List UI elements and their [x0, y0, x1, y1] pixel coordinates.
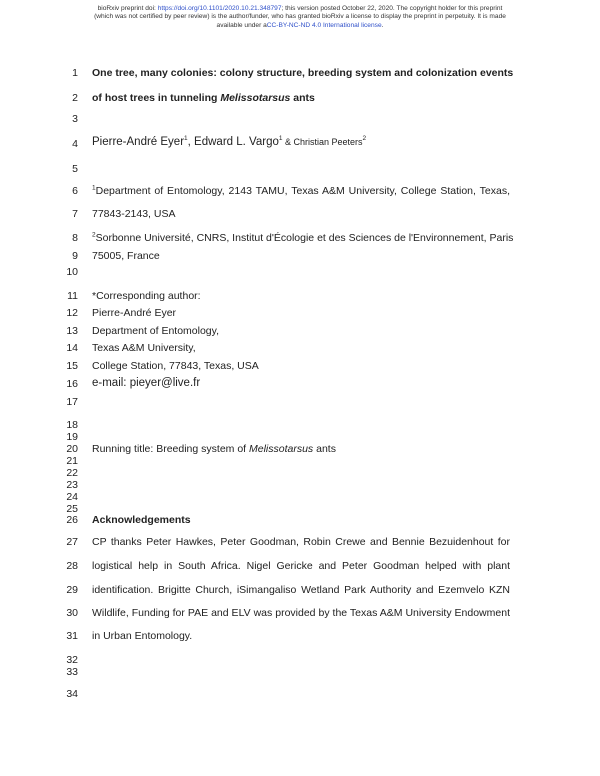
- line-number: 31: [66, 630, 78, 642]
- line-number: 12: [66, 307, 78, 319]
- line-number: 18: [66, 419, 78, 431]
- line-number: 1: [72, 67, 78, 79]
- running-title-genus: Melissotarsus: [249, 443, 314, 455]
- line-number: 5: [72, 163, 78, 175]
- line-number: 22: [66, 467, 78, 479]
- preprint-header: [60, 5, 540, 30]
- line-number: 27: [66, 536, 78, 548]
- corresponding-email: e-mail: pieyer@live.fr: [92, 377, 201, 389]
- author-3: & Christian Peeters: [282, 137, 363, 147]
- corresponding-city: College Station, 77843, Texas, USA: [92, 360, 259, 372]
- line-number: 21: [66, 455, 78, 467]
- line-number: 23: [66, 479, 78, 491]
- line-number: 33: [66, 666, 78, 678]
- author-1: Pierre-André Eyer: [92, 136, 185, 148]
- line-number: 20: [66, 443, 78, 455]
- line-number: 24: [66, 491, 78, 503]
- line-number: 19: [66, 431, 78, 443]
- line-number: 30: [66, 607, 78, 619]
- acknowledgements-line: in Urban Entomology.: [92, 630, 193, 642]
- line-number: 3: [72, 113, 78, 125]
- line-number: 34: [66, 688, 78, 700]
- affiliation-1-line-1: $^1$Department of Entomology, 2143 TAMU, Texas A&M University, College Station, Texas,: [92, 184, 510, 197]
- header-line-2: (which was not certified by peer review) is the author/funder, who has granted bioRxiv a license to display the preprint in perpetuity. It is made: [94, 13, 506, 21]
- line-number: 9: [72, 250, 78, 262]
- header-line-1: bioRxiv preprint doi: https://doi.org/10.1101/2020.10.21.348797; this version posted October 22, 2020. The copyright holder for this preprint: [97, 5, 503, 12]
- line-number: 7: [72, 208, 78, 220]
- line-number: 32: [66, 654, 78, 666]
- author-list: Pierre-André Eyer$^1$, Edward L. Vargo$^1$ & Christian Peeters$^2$: [92, 135, 367, 148]
- line-number: 8: [72, 232, 78, 244]
- license-link[interactable]: CC-BY-NC-ND 4.0 International license: [266, 21, 382, 29]
- corresponding-name: Pierre-André Eyer: [92, 307, 177, 319]
- line-number: 16: [66, 378, 78, 390]
- line-number: 29: [66, 584, 78, 596]
- line-number: 4: [72, 138, 78, 150]
- line-number: 13: [66, 325, 78, 337]
- line-number: 10: [66, 266, 78, 278]
- line-number: 11: [67, 290, 78, 302]
- acknowledgements-line: CP thanks Peter Hawkes, Peter Goodman, Robin Crewe and Bennie Bezuidenhout for: [92, 536, 510, 548]
- title-genus: Melissotarsus: [220, 92, 291, 104]
- corresponding-label: *Corresponding author:: [92, 290, 201, 302]
- corresponding-dept: Department of Entomology,: [92, 325, 220, 337]
- affiliation-2-line-1: $^2$Sorbonne Université, CNRS, Institut d'Écologie et des Sciences de l'Environnement, Paris: [92, 231, 514, 244]
- doi-link[interactable]: https://doi.org/10.1101/2020.10.21.348797: [157, 5, 282, 12]
- line-number: 26: [66, 514, 78, 526]
- header-line-3: available under aCC-BY-NC-ND 4.0 International license.: [216, 21, 384, 29]
- acknowledgements-heading: Acknowledgements: [92, 514, 191, 526]
- running-title: Running title: Breeding system of Melissotarsus ants: [92, 443, 336, 455]
- affiliation-1-line-2: 77843-2143, USA: [92, 208, 176, 220]
- line-number: 28: [66, 560, 78, 572]
- acknowledgements-line: logistical help in South Africa. Nigel Gericke and Peter Goodman helped with plant: [92, 560, 510, 572]
- line-number: 14: [66, 342, 78, 354]
- line-number: 15: [66, 360, 78, 372]
- title-line-1: One tree, many colonies: colony structure, breeding system and colonization events: [92, 67, 514, 79]
- line-number: 17: [66, 396, 78, 408]
- affiliation-2-line-2: 75005, France: [92, 250, 160, 262]
- acknowledgements-line: Wildlife, Funding for PAE and ELV was provided by the Texas A&M University Endowment: [92, 607, 510, 619]
- corresponding-univ: Texas A&M University,: [92, 342, 196, 354]
- title-line-2: of host trees in tunneling Melissotarsus ants: [92, 92, 315, 104]
- line-number: 25: [66, 503, 78, 515]
- line-number: 2: [72, 92, 78, 104]
- author-2: , Edward L. Vargo: [187, 136, 279, 148]
- acknowledgements-line: identification. Brigitte Church, iSimangaliso Wetland Park Authority and Ezemvelo KZN: [92, 584, 510, 596]
- line-number: 6: [72, 185, 78, 197]
